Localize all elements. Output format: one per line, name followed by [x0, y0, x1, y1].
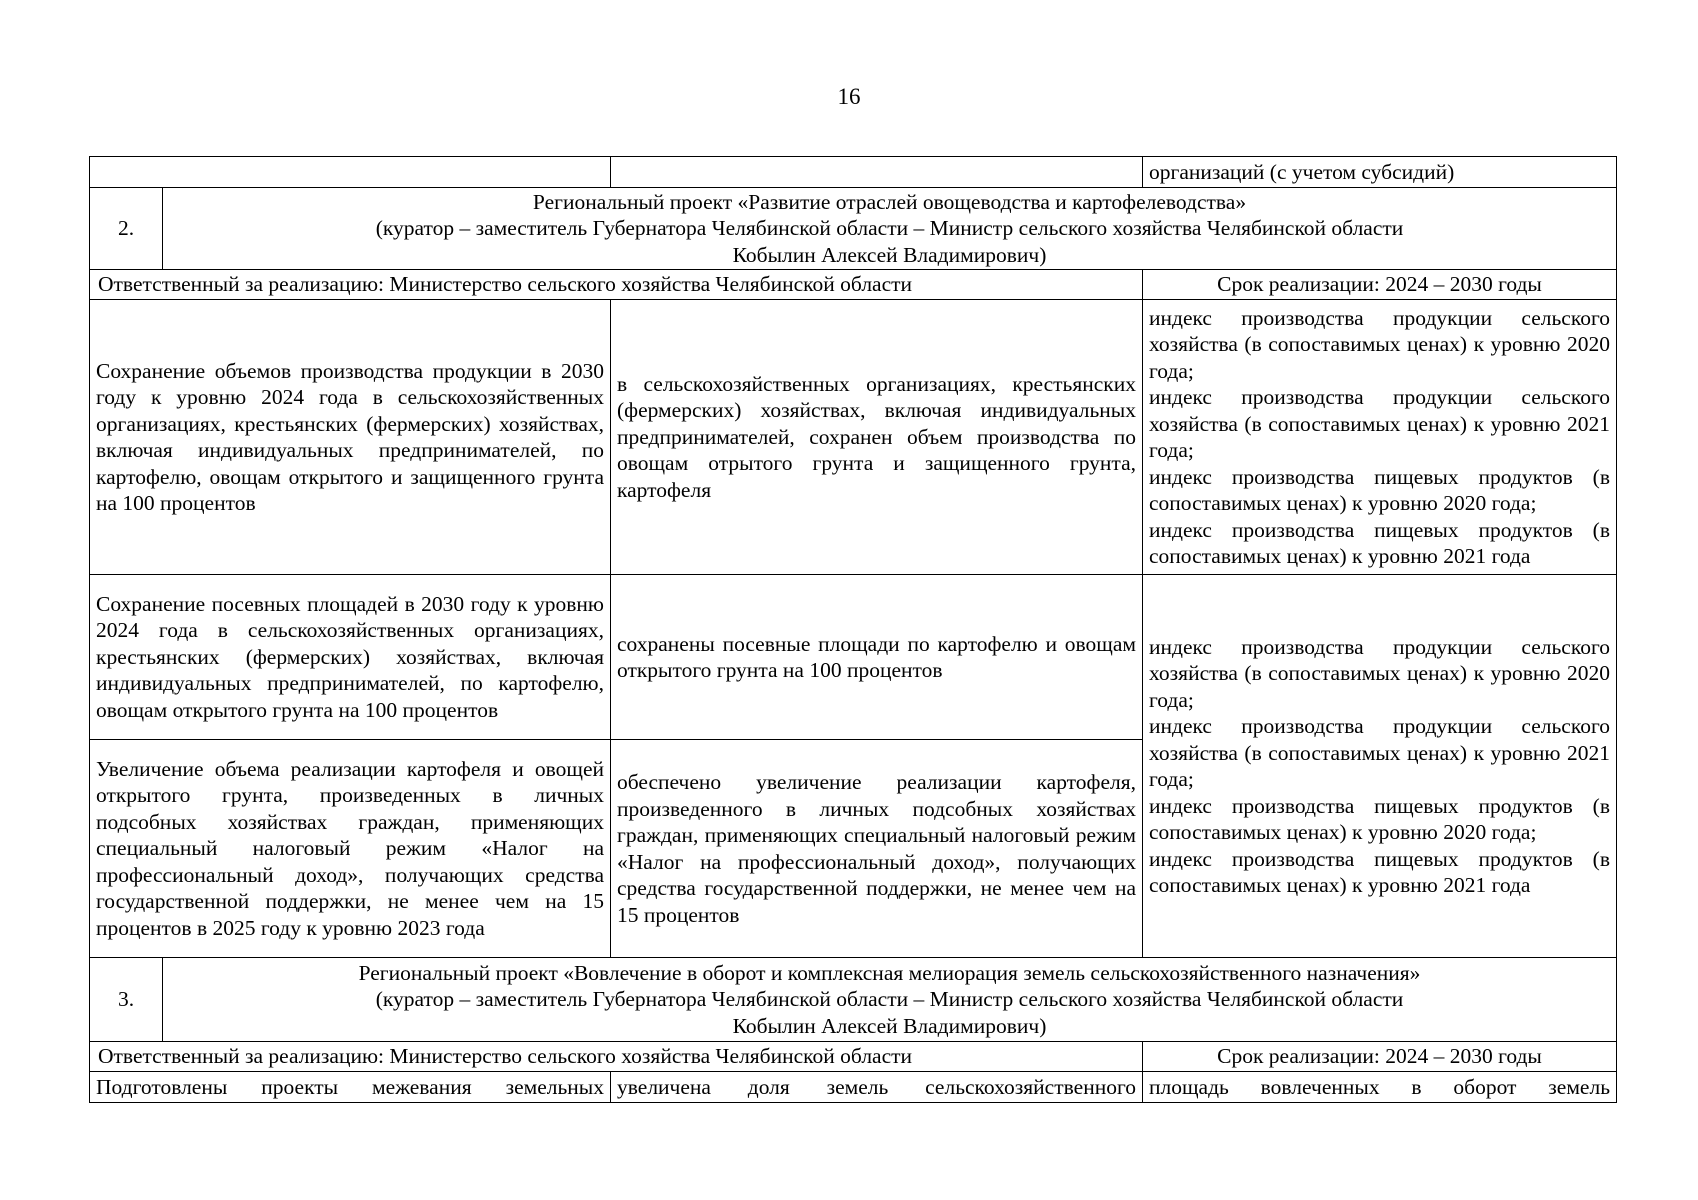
empty-cell	[90, 157, 611, 188]
indicator-cell: площадь вовлеченных в оборот земель	[1143, 1072, 1617, 1103]
project-title: Региональный проект «Вовлечение в оборот и комплексная мелиорация земель сельскохозяйственного назначения»	[358, 960, 1421, 985]
indicator-item: индекс производства пищевых продуктов (в сопоставимых ценах) к уровню 2021 года	[1149, 517, 1610, 568]
project-number: 3.	[90, 958, 163, 1042]
result-cell: сохранены посевные площади по картофелю и овощам открытого грунта на 100 процентов	[611, 575, 1143, 740]
indicator-item: индекс производства продукции сельского хозяйства (в сопоставимых ценах) к уровню 2020 года;	[1149, 305, 1610, 383]
indicator-item: индекс производства продукции сельского хозяйства (в сопоставимых ценах) к уровню 2021 года;	[1149, 714, 1610, 791]
responsible-row	[90, 1042, 1617, 1072]
indicator-item: индекс производства пищевых продуктов (в сопоставимых ценах) к уровню 2020 года;	[1149, 793, 1610, 844]
period-cell: Срок реализации: 2024 – 2030 годы	[1143, 1042, 1617, 1072]
project-curator: (куратор – заместитель Губернатора Челябинской области – Министр сельского хозяйства Челябинской области	[375, 216, 1404, 241]
project-header-row	[90, 958, 1617, 1042]
responsible-row	[90, 270, 1617, 300]
project-title-cell	[163, 958, 1617, 1042]
indicator-item: индекс производства пищевых продуктов (в сопоставимых ценах) к уровню 2020 года;	[1149, 464, 1610, 515]
indicator-item: индекс производства продукции сельского хозяйства (в сопоставимых ценах) к уровню 2020 года;	[1149, 634, 1610, 712]
table-row	[90, 1072, 1617, 1103]
table-row	[90, 575, 1617, 740]
project-curator: (куратор – заместитель Губернатора Челябинской области – Министр сельского хозяйства Челябинской области	[375, 987, 1404, 1012]
task-cell: Подготовлены проекты межевания земельных	[90, 1072, 611, 1103]
task-cell: Сохранение объемов производства продукции в 2030 году к уровню 2024 года в сельскохозяйственных организациях, крестьянских (фермерских) хозяйствах, включая индивидуальных предпринимателей, по картофелю, овощам открытого и защищенного грунта на 100 процентов	[90, 300, 611, 575]
task-cell: Сохранение посевных площадей в 2030 году к уровню 2024 года в сельскохозяйственных организациях, крестьянских (фермерских) хозяйствах, включая индивидуальных предпринимателей, по картофелю, овощам открытого грунта на 100 процентов	[90, 575, 611, 740]
responsible-cell: Ответственный за реализацию: Министерство сельского хозяйства Челябинской области	[90, 270, 1143, 300]
project-curator-name: Кобылин Алексей Владимирович)	[732, 242, 1047, 267]
indicator-cell	[1143, 300, 1617, 575]
responsible-cell: Ответственный за реализацию: Министерство сельского хозяйства Челябинской области	[90, 1042, 1143, 1072]
indicator-item: индекс производства пищевых продуктов (в сопоставимых ценах) к уровню 2021 года	[1149, 846, 1610, 897]
indicator-cell	[1143, 575, 1617, 958]
table-row-continuation	[90, 157, 1617, 188]
project-curator-name: Кобылин Алексей Владимирович)	[732, 1013, 1047, 1038]
empty-cell	[611, 157, 1143, 188]
result-cell: в сельскохозяйственных организациях, крестьянских (фермерских) хозяйствах, включая индивидуальных предпринимателей, сохранен объем производства по овощам отрытого грунта и защищенного грунта, картофеля	[611, 300, 1143, 575]
indicator-item: индекс производства продукции сельского хозяйства (в сопоставимых ценах) к уровню 2021 года;	[1149, 385, 1610, 462]
task-cell: Увеличение объема реализации картофеля и овощей открытого грунта, произведенных в личных подсобных хозяйствах граждан, применяющих специальный налоговый режим «Налог на профессиональный доход», получающих средства государственной поддержки, не менее чем на 15 процентов в 2025 году к уровню 2023 года	[90, 740, 611, 958]
page-number: 16	[837, 84, 861, 109]
regional-projects-table	[89, 156, 1617, 1103]
indicator-cell: организаций (с учетом субсидий)	[1143, 157, 1617, 188]
project-header-row	[90, 188, 1617, 270]
table-row	[90, 300, 1617, 575]
result-cell: увеличена доля земель сельскохозяйственного	[611, 1072, 1143, 1103]
project-number: 2.	[90, 188, 163, 270]
result-cell: обеспечено увеличение реализации картофеля, произведенного в личных подсобных хозяйствах граждан, применяющих специальный налоговый режим «Налог на профессиональный доход», получающих средства государственной поддержки, не менее чем на 15 процентов	[611, 740, 1143, 958]
project-title-cell	[163, 188, 1617, 270]
project-title: Региональный проект «Развитие отраслей овощеводства и картофелеводства»	[532, 189, 1247, 214]
period-cell: Срок реализации: 2024 – 2030 годы	[1143, 270, 1617, 300]
